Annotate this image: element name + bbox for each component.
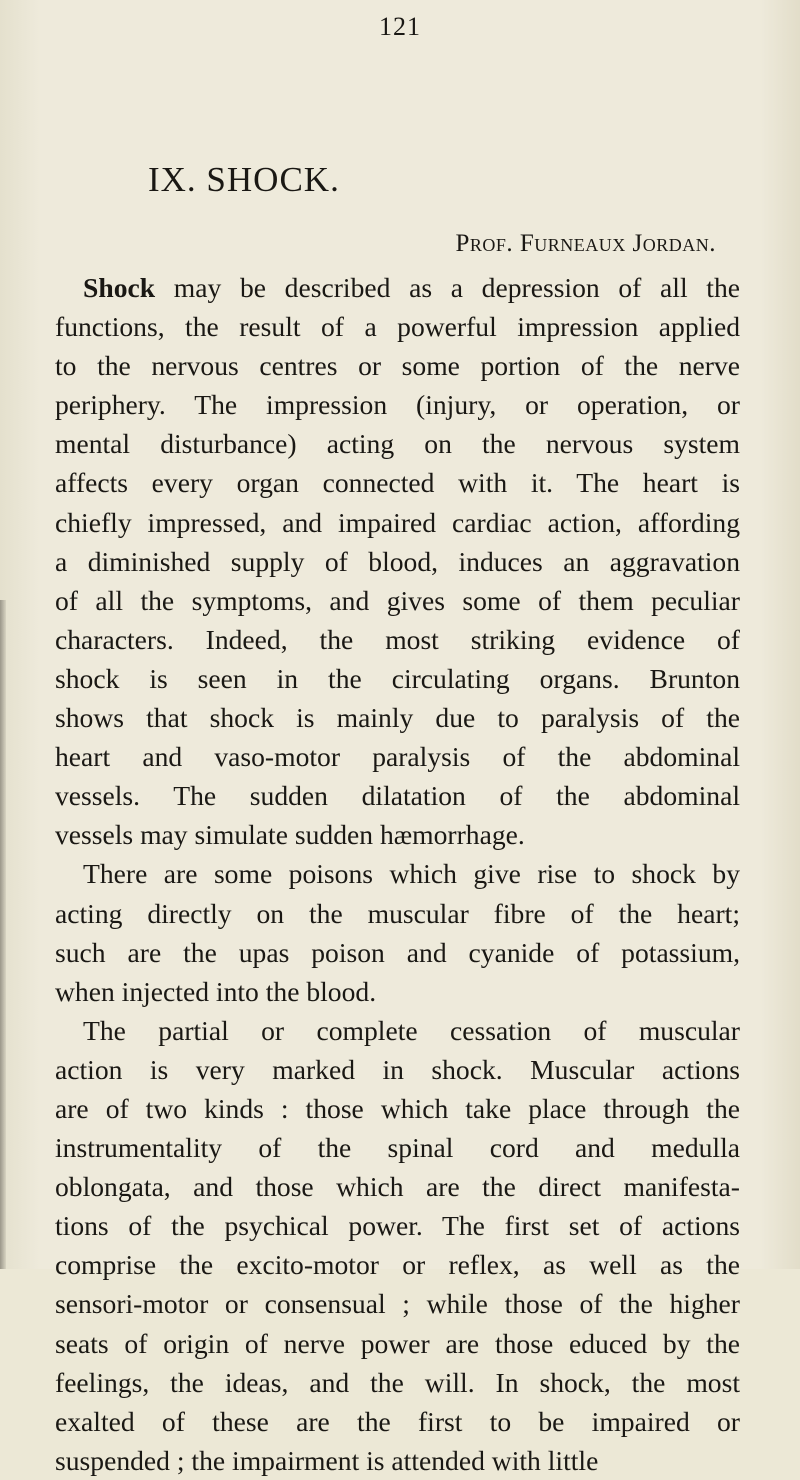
text-line: There are some poisons which give rise to shock by <box>83 858 740 890</box>
text-line: heart and vaso-motor paralysis of the abdominal <box>55 741 740 773</box>
text-line: periphery. The impression (injury, or operation, or <box>55 389 740 421</box>
text-line: affects every organ connected with it. The heart is <box>55 467 740 499</box>
text-line: of all the symptoms, and gives some of them peculiar <box>55 584 740 616</box>
text-line: The partial or complete cessation of muscular <box>83 1014 740 1046</box>
text-line: a diminished supply of blood, induces an aggravation <box>55 545 740 577</box>
text-line: Shock may be described as a depression of all the <box>83 272 740 303</box>
page-number: 121 <box>379 12 421 41</box>
text-line: are of two kinds : those which take place through the <box>55 1092 740 1124</box>
text-line: sensori-motor or consensual ; while those of the higher <box>55 1288 740 1320</box>
author-byline: Prof. Furneaux Jordan. <box>455 230 716 257</box>
text-line: oblongata, and those which are the direct manifesta- <box>55 1171 740 1203</box>
text-line: action is very marked in shock. Muscular actions <box>55 1053 740 1085</box>
text-line: exalted of these are the first to be impaired or <box>55 1405 740 1437</box>
text-line: seats of origin of nerve power are those educed by the <box>55 1327 740 1359</box>
text-line: when injected into the blood. <box>55 975 377 1007</box>
text-line: comprise the excito-motor or reflex, as well as the <box>55 1249 740 1281</box>
page-binding-shadow <box>0 600 6 1269</box>
text-line: functions, the result of a powerful impression applied <box>55 311 740 343</box>
text-line: characters. Indeed, the most striking evidence of <box>55 623 740 655</box>
text-line: feelings, the ideas, and the will. In shock, the most <box>55 1366 740 1398</box>
text-line: vessels may simulate sudden hæmorrhage. <box>55 819 525 851</box>
text-line: to the nervous centres or some portion of the nerve <box>55 350 740 382</box>
chapter-title: IX. SHOCK. <box>148 160 340 199</box>
text-line: instrumentality of the spinal cord and medulla <box>55 1132 740 1164</box>
text-line: mental disturbance) acting on the nervous system <box>55 428 740 460</box>
text-line: suspended ; the impairment is attended with little <box>55 1444 599 1476</box>
text-line: shock is seen in the circulating organs. Brunton <box>55 662 740 694</box>
text-line: shows that shock is mainly due to paralysis of the <box>55 702 740 734</box>
lead-word: Shock <box>83 272 156 303</box>
body-text <box>55 268 740 1480</box>
text-line: acting directly on the muscular fibre of the heart; <box>55 897 740 929</box>
text-line: tions of the psychical power. The first set of actions <box>55 1210 740 1242</box>
text-line: chiefly impressed, and impaired cardiac action, affording <box>55 506 740 538</box>
text-line: vessels. The sudden dilatation of the abdominal <box>55 780 740 812</box>
text-line: such are the upas poison and cyanide of potassium, <box>55 936 740 968</box>
